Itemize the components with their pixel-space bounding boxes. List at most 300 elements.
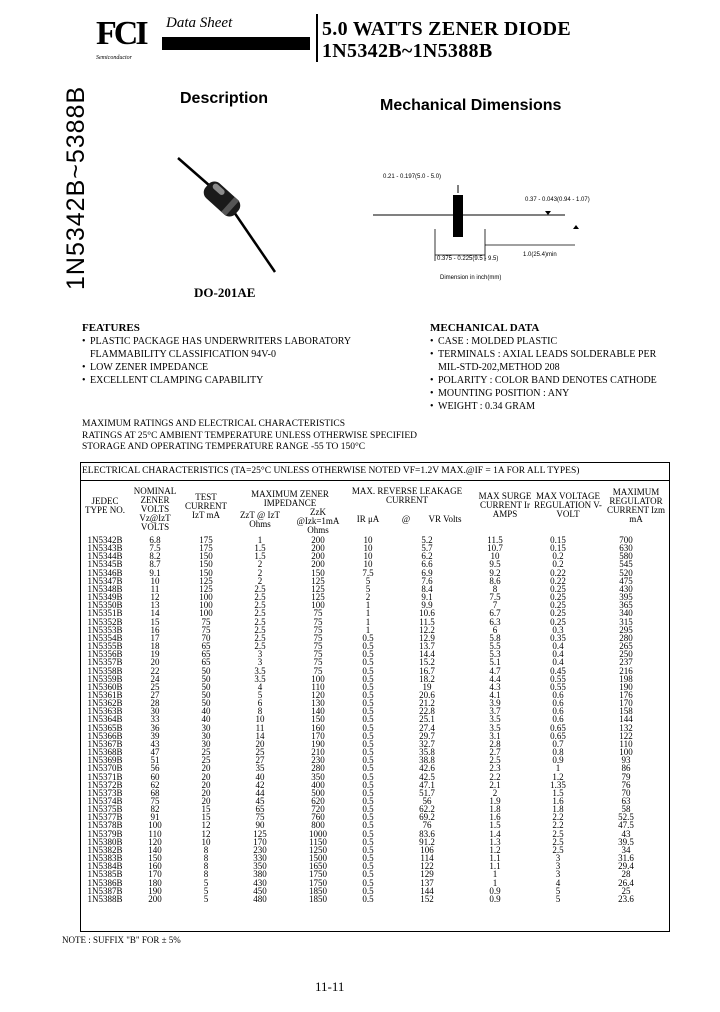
cell-ir: 0.5: [362, 666, 374, 675]
ratings-block: [82, 419, 417, 454]
cell-zzt: 450: [253, 886, 267, 895]
cell-surge: 1.6: [489, 813, 501, 822]
table-row: [80, 699, 670, 707]
cell-zzk: 130: [311, 699, 325, 708]
cell-regulation: 0.55: [550, 682, 566, 691]
cell-ir: 0.5: [362, 805, 374, 814]
cell-jedec: 1N5359B: [87, 674, 123, 683]
table-row: [80, 650, 670, 658]
cell-jedec: 1N5353B: [87, 625, 123, 634]
cell-zzk: 500: [311, 788, 325, 797]
cell-zzk: 1250: [309, 845, 327, 855]
table-row: [80, 683, 670, 691]
table-row: [80, 846, 670, 854]
cell-ir: 0.5: [362, 837, 374, 846]
cell-jedec: 1N5350B: [87, 601, 123, 610]
cell-vr: 122: [420, 862, 434, 871]
cell-zzk: 280: [311, 764, 325, 773]
bullet-icon: •: [430, 388, 434, 399]
list-item: [430, 387, 657, 400]
cell-zzt: 40: [255, 772, 265, 781]
cell-ir: 2: [365, 593, 371, 602]
cell-test-current: 150: [199, 552, 213, 561]
cell-nominal-volts: 190: [148, 886, 162, 895]
cell-surge: 2.3: [489, 764, 501, 773]
cell-regulator-current: 265: [619, 642, 633, 651]
cell-ir: 0.5: [362, 886, 374, 895]
cell-zzt: 1: [257, 536, 263, 545]
cell-vr: 42.6: [419, 764, 435, 773]
table-row: [80, 585, 670, 593]
cell-zzk: 200: [311, 560, 325, 569]
cell-regulator-current: 216: [619, 666, 633, 675]
mechanical-data-list: [430, 335, 657, 413]
cell-zzt: 2.5: [254, 601, 266, 610]
cell-regulation: 1.8: [552, 805, 564, 814]
cell-regulation: 0.7: [552, 739, 564, 749]
cell-vr: 152: [420, 894, 434, 904]
cell-surge: 0.9: [489, 894, 501, 904]
cell-vr: 5.2: [421, 536, 433, 545]
cell-nominal-volts: 15: [150, 617, 160, 626]
cell-regulation: 0.55: [550, 674, 566, 683]
cell-regulator-current: 34: [621, 845, 631, 855]
cell-regulation: 0.3: [552, 625, 564, 634]
cell-test-current: 40: [201, 707, 211, 716]
cell-test-current: 75: [201, 625, 211, 634]
cell-zzt: 42: [255, 780, 265, 789]
cell-regulator-current: 26.4: [618, 878, 634, 887]
cell-regulator-current: 158: [619, 707, 633, 716]
cell-regulator-current: 520: [619, 568, 633, 577]
cell-jedec: 1N5367B: [87, 739, 123, 749]
cell-ir: 1: [365, 601, 371, 610]
cell-ir: 10: [363, 552, 373, 561]
cell-ir: 10: [363, 536, 373, 545]
cell-regulation: 0.9: [552, 756, 564, 765]
cell-zzk: 350: [311, 772, 325, 781]
bullet-icon: •: [82, 375, 86, 386]
cell-vr: 13.7: [419, 642, 435, 651]
cell-ir: 0.5: [362, 707, 374, 716]
cell-nominal-volts: 6.8: [149, 536, 161, 545]
table-row: [80, 821, 670, 829]
cell-regulator-current: 198: [619, 674, 633, 683]
cell-vr: 9.1: [421, 593, 433, 602]
cell-nominal-volts: 30: [150, 707, 160, 716]
cell-regulator-current: 280: [619, 633, 633, 643]
dim-body-length: 0.375 - 0.225(9.5 - 9.5): [437, 256, 499, 262]
cell-regulator-current: 29.4: [618, 862, 634, 871]
cell-test-current: 25: [201, 748, 211, 757]
cell-jedec: 1N5385B: [87, 870, 123, 879]
cell-vr: 14.4: [419, 650, 435, 659]
cell-nominal-volts: 33: [150, 715, 160, 724]
cell-zzt: 125: [253, 829, 267, 838]
header-bar: [162, 37, 310, 50]
cell-zzk: 800: [311, 821, 325, 830]
cell-zzt: 2: [257, 568, 263, 577]
dimension-lines: [365, 165, 595, 285]
cell-jedec: 1N5343B: [87, 544, 123, 553]
cell-ir: 0.5: [362, 780, 374, 789]
cell-zzk: 75: [313, 625, 323, 634]
list-item-text: CASE : MOLDED PLASTIC: [438, 336, 558, 347]
cell-jedec: 1N5369B: [87, 756, 123, 765]
col-header-vr: VR Volts: [428, 514, 462, 524]
table-row: [80, 748, 670, 756]
table-row: [80, 667, 670, 675]
cell-regulation: 0.65: [550, 731, 566, 740]
cell-regulation: 5: [555, 894, 561, 904]
cell-regulator-current: 630: [619, 544, 633, 553]
cell-jedec: 1N5362B: [87, 699, 123, 708]
cell-regulation: 0.15: [550, 544, 566, 553]
cell-regulator-current: 47.5: [618, 821, 634, 830]
cell-regulation: 0.22: [550, 568, 566, 577]
cell-ir: 1: [365, 609, 371, 618]
table-row: [80, 773, 670, 781]
cell-zzk: 75: [313, 609, 323, 618]
cell-regulation: 0.22: [550, 576, 566, 585]
cell-nominal-volts: 82: [150, 805, 160, 814]
cell-vr: 91.2: [419, 837, 435, 846]
cell-test-current: 20: [201, 764, 211, 773]
cell-ir: 1: [365, 617, 371, 626]
cell-zzt: 2: [257, 576, 263, 585]
cell-vr: 129: [420, 870, 434, 879]
cell-regulator-current: 237: [619, 658, 633, 667]
cell-zzt: 44: [255, 788, 265, 797]
cell-ir: 0.5: [362, 821, 374, 830]
cell-regulator-current: 700: [619, 536, 633, 545]
bullet-icon: •: [430, 375, 434, 386]
cell-ir: 0.5: [362, 723, 374, 732]
cell-surge: 2.8: [489, 739, 501, 749]
cell-zzk: 1000: [309, 829, 327, 838]
cell-surge: 1.2: [489, 845, 501, 855]
cell-jedec: 1N5361B: [87, 690, 123, 700]
cell-vr: 6.6: [421, 560, 433, 569]
cell-test-current: 8: [203, 870, 209, 879]
cell-regulator-current: 79: [621, 772, 631, 781]
cell-test-current: 50: [201, 682, 211, 691]
cell-surge: 8.6: [489, 576, 501, 585]
cell-surge: 1.8: [489, 805, 501, 814]
cell-nominal-volts: 43: [150, 739, 160, 749]
cell-zzt: 35: [255, 764, 265, 773]
cell-surge: 0.9: [489, 886, 501, 895]
cell-regulator-current: 58: [621, 805, 631, 814]
cell-regulation: 0.4: [552, 650, 564, 659]
cell-regulation: 0.6: [552, 707, 564, 716]
table-note: NOTE : SUFFIX "B" FOR ± 5%: [62, 935, 181, 945]
cell-vr: 137: [420, 878, 434, 887]
cell-nominal-volts: 12: [150, 593, 160, 602]
package-label: DO-201AE: [194, 285, 256, 300]
cell-surge: 8: [492, 584, 498, 594]
bullet-icon: •: [430, 401, 434, 412]
cell-zzk: 1150: [309, 837, 327, 846]
header-divider: [316, 14, 318, 62]
cell-ir: 0.5: [362, 862, 374, 871]
cell-zzk: 1750: [309, 870, 327, 879]
cell-regulator-current: 122: [619, 731, 633, 740]
table-row: [80, 724, 670, 732]
cell-zzk: 125: [311, 584, 325, 594]
cell-test-current: 40: [201, 715, 211, 724]
table-row: [80, 634, 670, 642]
cell-nominal-volts: 10: [150, 576, 160, 585]
cell-ir: 1: [365, 625, 371, 634]
logo-text: FCI: [96, 15, 146, 52]
cell-regulation: 2.2: [552, 813, 564, 822]
cell-surge: 9.2: [489, 568, 501, 577]
table-row: [80, 813, 670, 821]
cell-vr: 25.1: [419, 715, 435, 724]
cell-zzk: 110: [311, 682, 325, 691]
cell-zzk: 75: [313, 658, 323, 667]
cell-jedec: 1N5351B: [87, 609, 123, 618]
cell-regulation: 5: [555, 886, 561, 895]
cell-ir: 0.5: [362, 756, 374, 765]
cell-test-current: 70: [201, 633, 211, 643]
table-row: [80, 593, 670, 601]
cell-test-current: 125: [199, 576, 213, 585]
table-title: ELECTRICAL CHARACTERISTICS (TA=25°C UNLESS OTHERWISE NOTED VF=1.2V MAX.@IF = 1A FOR ALL TYPES): [82, 466, 580, 476]
cell-zzk: 760: [311, 813, 325, 822]
dim-lead-length: 1.0(25.4)min: [523, 252, 557, 258]
cell-nominal-volts: 8.2: [149, 552, 161, 561]
cell-zzk: 200: [311, 536, 325, 545]
cell-test-current: 100: [199, 593, 213, 602]
cell-zzt: 4: [257, 682, 263, 691]
cell-surge: 4.4: [489, 674, 501, 683]
cell-vr: 38.8: [419, 756, 435, 765]
ratings-line: STORAGE AND OPERATING TEMPERATURE RANGE -55 TO 150°C: [82, 442, 366, 452]
table-row: [80, 544, 670, 552]
cell-test-current: 50: [201, 674, 211, 683]
table-row: [80, 870, 670, 878]
cell-nominal-volts: 27: [150, 690, 160, 700]
dim-body-width: 0.21 - 0.197(5.0 - 5.0): [383, 174, 442, 180]
cell-regulator-current: 110: [619, 739, 633, 749]
cell-ir: 0.5: [362, 772, 374, 781]
features-title: FEATURES: [82, 322, 140, 334]
table-row: [80, 781, 670, 789]
cell-ir: 0.5: [362, 690, 374, 700]
cell-surge: 1.9: [489, 797, 501, 806]
cell-regulation: 3: [555, 854, 561, 863]
cell-vr: 12.9: [419, 633, 435, 643]
cell-test-current: 65: [201, 642, 211, 651]
cell-test-current: 75: [201, 617, 211, 626]
dim-unit-note: Dimension in inch(mm): [440, 275, 502, 281]
cell-test-current: 20: [201, 780, 211, 789]
table-row: [80, 862, 670, 870]
table-row: [80, 715, 670, 723]
cell-surge: 6.7: [489, 609, 501, 618]
cell-test-current: 100: [199, 601, 213, 610]
table-row: [80, 609, 670, 617]
table-row: [80, 764, 670, 772]
list-item-text: PLASTIC PACKAGE HAS UNDERWRITERS LABORATORY: [90, 336, 352, 347]
cell-jedec: 1N5375B: [87, 805, 123, 814]
cell-zzt: 430: [253, 878, 267, 887]
cell-nominal-volts: 75: [150, 797, 160, 806]
cell-test-current: 12: [201, 821, 211, 830]
cell-ir: 0.5: [362, 854, 374, 863]
features-list: [82, 335, 351, 387]
cell-vr: 83.6: [419, 829, 435, 838]
cell-zzk: 125: [311, 576, 325, 585]
cell-surge: 5.3: [489, 650, 501, 659]
cell-ir: 0.5: [362, 699, 374, 708]
cell-vr: 7.6: [421, 576, 433, 585]
cell-ir: 0.5: [362, 658, 374, 667]
cell-ir: 0.5: [362, 845, 374, 855]
cell-zzt: 230: [253, 845, 267, 855]
cell-regulation: 0.25: [550, 593, 566, 602]
cell-zzt: 3.5: [254, 674, 266, 683]
cell-jedec: 1N5379B: [87, 829, 123, 838]
cell-zzt: 45: [255, 797, 265, 806]
cell-ir: 0.5: [362, 633, 374, 643]
table-row: [80, 577, 670, 585]
cell-regulation: 0.45: [550, 666, 566, 675]
table-row: [80, 887, 670, 895]
cell-nominal-volts: 19: [150, 650, 160, 659]
list-item: [430, 400, 657, 413]
list-item-text: MIL-STD-202,METHOD 208: [438, 362, 560, 373]
cell-vr: 20.6: [419, 690, 435, 700]
cell-zzt: 1.5: [254, 544, 266, 553]
cell-vr: 62.2: [419, 805, 435, 814]
cell-test-current: 15: [201, 805, 211, 814]
cell-ir: 0.5: [362, 878, 374, 887]
table-row: [80, 797, 670, 805]
cell-zzk: 75: [313, 642, 323, 651]
cell-nominal-volts: 200: [148, 894, 162, 904]
cell-regulation: 0.25: [550, 609, 566, 618]
page-title: 5.0 WATTS ZENER DIODE: [322, 18, 571, 40]
cell-vr: 11.5: [419, 617, 435, 626]
cell-zzt: 2.5: [254, 593, 266, 602]
cell-surge: 1.1: [489, 854, 501, 863]
dim-lead-diameter: 0.37 - 0.043(0.94 - 1.07): [525, 197, 590, 203]
cell-ir: 0.5: [362, 829, 374, 838]
cell-nominal-volts: 150: [148, 854, 162, 863]
cell-jedec: 1N5346B: [87, 568, 123, 577]
cell-ir: 0.5: [362, 682, 374, 691]
col-header-jedec: JEDEC TYPE NO.: [85, 496, 125, 515]
cell-nominal-volts: 24: [150, 674, 160, 683]
cell-nominal-volts: 36: [150, 723, 160, 732]
cell-jedec: 1N5383B: [87, 854, 123, 863]
table-row: [80, 805, 670, 813]
cell-jedec: 1N5370B: [87, 764, 123, 773]
table-row: [80, 618, 670, 626]
cell-jedec: 1N5382B: [87, 845, 123, 855]
cell-zzt: 6: [257, 699, 263, 708]
cell-jedec: 1N5352B: [87, 617, 123, 626]
cell-regulator-current: 76: [621, 780, 631, 789]
cell-nominal-volts: 120: [148, 837, 162, 846]
cell-regulation: 1.5: [552, 788, 564, 797]
cell-zzk: 140: [311, 707, 325, 716]
cell-surge: 4.1: [489, 690, 501, 700]
cell-surge: 10.7: [487, 544, 503, 553]
cell-zzk: 1500: [309, 854, 327, 863]
cell-regulation: 0.25: [550, 601, 566, 610]
cell-regulation: 0.6: [552, 690, 564, 700]
cell-test-current: 30: [201, 739, 211, 749]
cell-regulator-current: 430: [619, 584, 633, 594]
cell-vr: 42.5: [419, 772, 435, 781]
cell-zzt: 380: [253, 870, 267, 879]
table-title-divider: [80, 480, 670, 481]
cell-zzt: 20: [255, 739, 265, 749]
cell-regulation: 1.35: [550, 780, 566, 789]
description-heading: Description: [180, 90, 269, 107]
cell-jedec: 1N5386B: [87, 878, 123, 887]
cell-zzk: 150: [311, 568, 325, 577]
cell-regulator-current: 190: [619, 682, 633, 691]
cell-zzt: 5: [257, 690, 263, 700]
cell-nominal-volts: 100: [148, 821, 162, 830]
cell-surge: 11.5: [487, 536, 503, 545]
cell-test-current: 150: [199, 568, 213, 577]
cell-surge: 1.5: [489, 821, 501, 830]
cell-zzk: 170: [311, 731, 325, 740]
cell-regulator-current: 315: [619, 617, 633, 626]
cell-ir: 0.5: [362, 650, 374, 659]
list-item-text: POLARITY : COLOR BAND DENOTES CATHODE: [438, 375, 657, 386]
cell-jedec: 1N5354B: [87, 633, 123, 643]
cell-zzk: 620: [311, 797, 325, 806]
cell-ir: 0.5: [362, 894, 374, 904]
cell-zzk: 75: [313, 633, 323, 643]
cell-nominal-volts: 140: [148, 845, 162, 855]
list-item: [82, 374, 351, 387]
cell-jedec: 1N5371B: [87, 772, 123, 781]
cell-regulation: 1.2: [552, 772, 564, 781]
cell-zzk: 230: [311, 756, 325, 765]
cell-zzt: 65: [255, 805, 265, 814]
col-header-regulation: MAX VOLTAGE REGULATION V-VOLT: [534, 491, 602, 519]
cell-nominal-volts: 22: [150, 666, 160, 675]
cell-regulator-current: 132: [619, 723, 633, 732]
bullet-icon: •: [430, 349, 434, 360]
cell-regulator-current: 52.5: [618, 813, 634, 822]
list-item: [430, 374, 657, 387]
cell-vr: 10.6: [419, 609, 435, 618]
cell-vr: 6.2: [421, 552, 433, 561]
cell-surge: 5.8: [489, 633, 501, 643]
cell-zzk: 75: [313, 650, 323, 659]
mechanical-data-title: MECHANICAL DATA: [430, 322, 540, 334]
cell-surge: 6: [492, 625, 498, 634]
cell-vr: 56: [422, 797, 432, 806]
cell-zzk: 200: [311, 544, 325, 553]
cell-vr: 22.8: [419, 707, 435, 716]
table-row: [80, 854, 670, 862]
table-row: [80, 626, 670, 634]
cell-test-current: 10: [201, 837, 211, 846]
list-item-text: MOUNTING POSITION : ANY: [438, 388, 570, 399]
cell-jedec: 1N5374B: [87, 797, 123, 806]
cell-regulation: 0.65: [550, 723, 566, 732]
